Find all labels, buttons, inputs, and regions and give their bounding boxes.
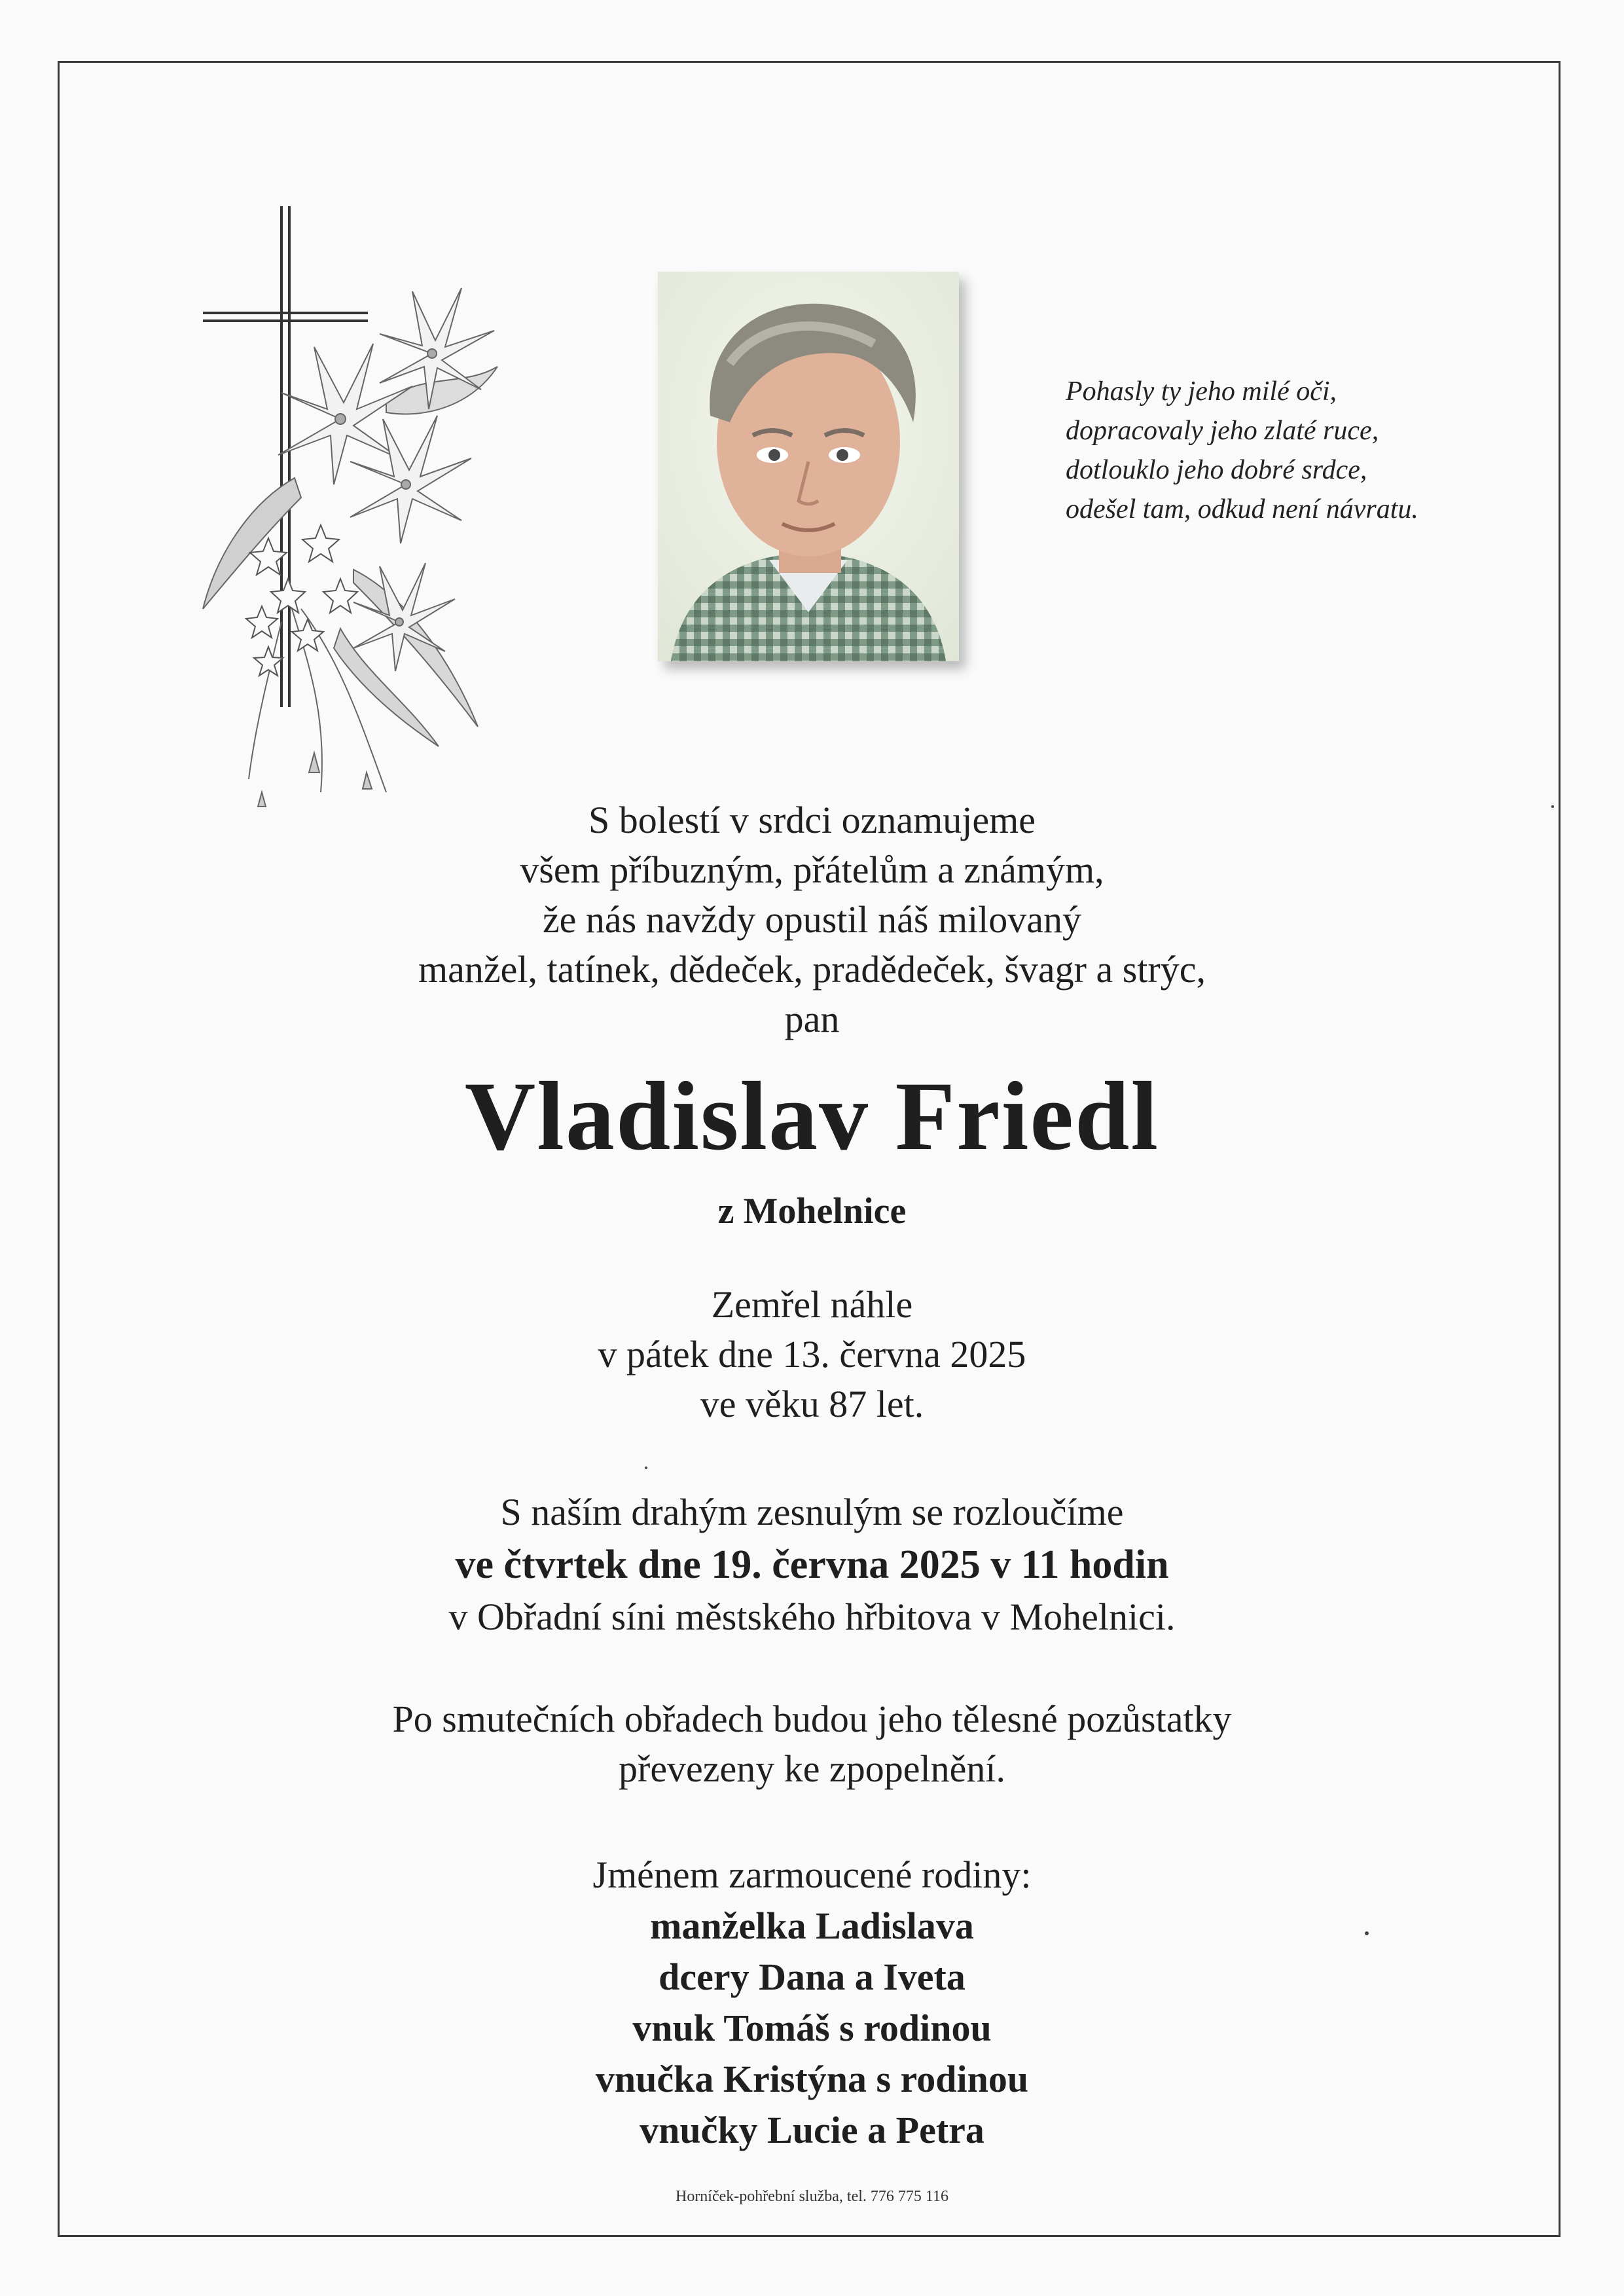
family-member: manželka Ladislava xyxy=(650,1904,974,1947)
cremation-note xyxy=(0,1694,1624,1794)
poem-line: Pohasly ty jeho milé oči, xyxy=(1066,376,1337,407)
family-member: vnučky Lucie a Petra xyxy=(640,2109,984,2151)
announcement-line: že nás navždy opustil náš milovaný xyxy=(542,898,1082,941)
death-details xyxy=(0,1280,1624,1429)
scan-speck xyxy=(1551,805,1554,808)
farewell-details xyxy=(0,1486,1624,1643)
deceased-name: Vladislav Friedl xyxy=(464,1062,1160,1171)
deceased-origin: z Mohelnice xyxy=(717,1191,907,1231)
family-member: vnučka Kristýna s rodinou xyxy=(595,2058,1029,2100)
family-signature xyxy=(0,1850,1624,2156)
announcement-line: manžel, tatínek, dědeček, pradědeček, švagr a strýc, xyxy=(418,948,1206,991)
cross-with-flowers-illustration xyxy=(190,203,537,825)
family-member: vnuk Tomáš s rodinou xyxy=(632,2007,992,2049)
death-line: v pátek dne 13. června 2025 xyxy=(598,1333,1026,1376)
family-intro: Jménem zarmoucené rodiny: xyxy=(592,1853,1032,1896)
scan-speck xyxy=(645,1467,647,1469)
poem-line: dotlouklo jeho dobré srdce, xyxy=(1066,455,1367,485)
announcement-text xyxy=(0,795,1624,1044)
announcement-line: S bolestí v srdci oznamujeme xyxy=(588,799,1036,841)
death-line: Zemřel náhle xyxy=(711,1283,913,1326)
poem-line: dopracovaly jeho zlaté ruce, xyxy=(1066,416,1379,446)
announcement-line: pan xyxy=(784,998,840,1040)
family-member: dcery Dana a Iveta xyxy=(659,1956,965,1998)
scan-speck xyxy=(1365,1931,1369,1935)
cremation-line: Po smutečních obřadech budou jeho tělesné pozůstatky xyxy=(392,1698,1232,1740)
farewell-place: v Obřadní síni městského hřbitova v Mohelnici. xyxy=(448,1595,1176,1638)
memorial-poem xyxy=(1066,372,1537,529)
poem-line: odešel tam, odkud není návratu. xyxy=(1066,494,1418,524)
funeral-service-footer: Horníček-pohřební služba, tel. 776 775 116 xyxy=(675,2188,948,2205)
farewell-intro: S naším drahým zesnulým se rozloučíme xyxy=(500,1491,1124,1533)
death-line: ve věku 87 let. xyxy=(700,1383,924,1425)
portrait-photo xyxy=(658,272,959,661)
lily-flowers-icon xyxy=(203,288,497,807)
announcement-line: všem příbuzným, přátelům a známým, xyxy=(520,848,1104,891)
farewell-datetime: ve čtvrtek dne 19. června 2025 v 11 hodin xyxy=(455,1542,1169,1587)
cremation-line: převezeny ke zpopelnění. xyxy=(619,1747,1005,1790)
